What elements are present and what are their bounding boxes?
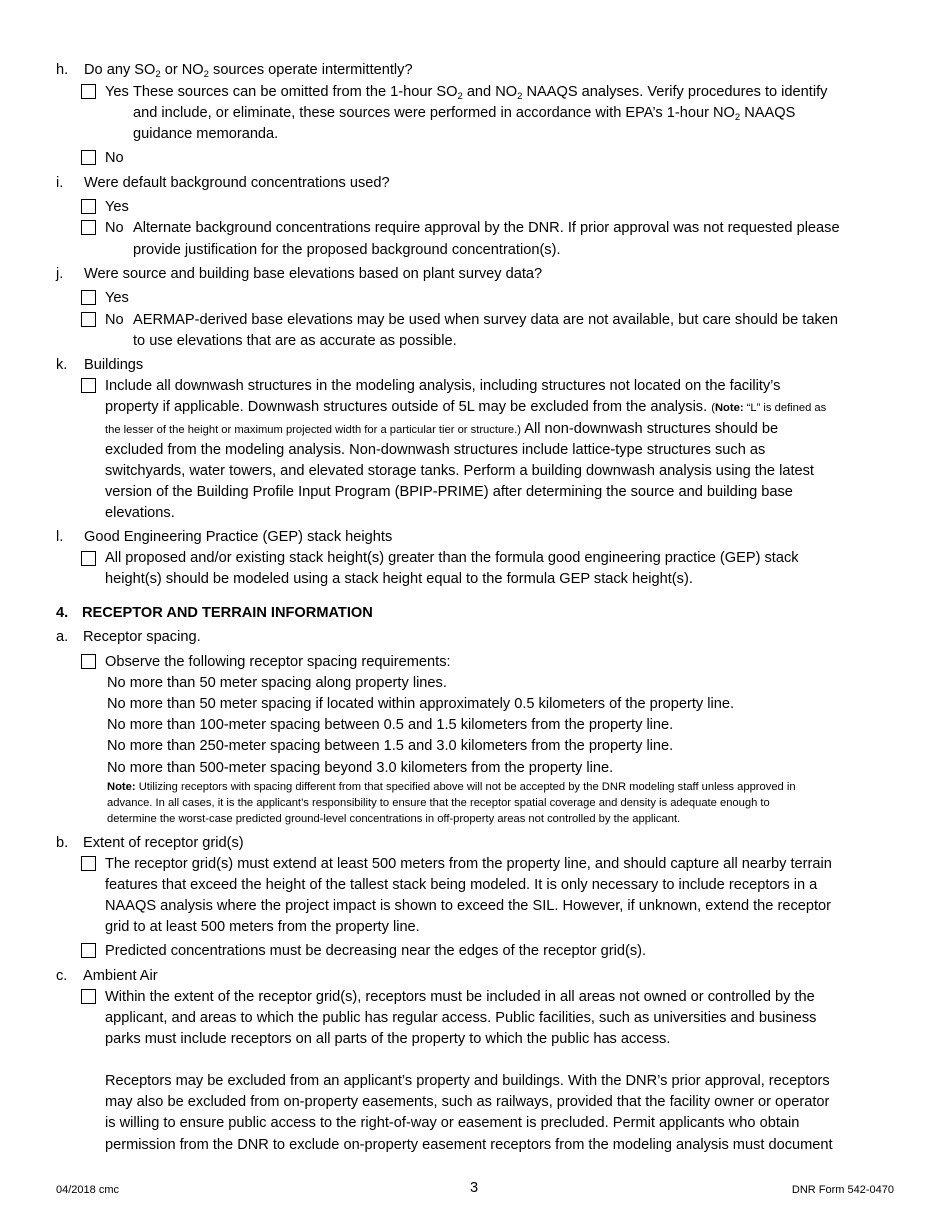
item-i-question: Were default background concentrations used? — [84, 175, 390, 191]
4b-text1-line4: grid to at least 500 meters from the property line. — [105, 919, 420, 935]
k-text-line3: the lesser of the height or maximum projected width for a particular tier or structure.) All non-downwash structures should be — [105, 421, 779, 437]
4b-checkbox-decreasing[interactable] — [81, 943, 96, 958]
4c-p1-line3: parks must include receptors on all parts of the property to which the public has access. — [105, 1031, 671, 1047]
footer-page-number: 3 — [470, 1180, 479, 1196]
4b-text2: Predicted concentrations must be decreasing near the edges of the receptor grid(s). — [105, 943, 647, 959]
k-text-line1: Include all downwash structures in the modeling analysis, including structures not located on the facility’s — [105, 378, 781, 394]
item-j-marker: j. — [56, 266, 64, 282]
l-text-line2: height(s) should be modeled using a stack height equal to the formula GEP stack height(s). — [105, 571, 693, 587]
h-yes-text-line3: guidance memoranda. — [133, 126, 279, 142]
k-text-line6: version of the Building Profile Input Program (BPIP-PRIME) after determining the source and building base — [105, 484, 793, 500]
item-h-marker: h. — [56, 62, 69, 78]
item-4c-marker: c. — [56, 968, 68, 984]
4b-text1-line1: The receptor grid(s) must extend at least 500 meters from the property line, and should capture all nearby terrain — [105, 856, 832, 872]
i-no-text-line1: Alternate background concentrations require approval by the DNR. If prior approval was not requested please — [133, 220, 840, 236]
j-no-text-line2: to use elevations that are as accurate as possible. — [133, 333, 457, 349]
h-yes-text-line2: and include, or eliminate, these sources were performed in accordance with EPA’s 1-hour $NO_2$ NAAQS — [133, 105, 796, 123]
4b-text1-line3: NAAQS analysis where the project impact is shown to exceed the SIL. However, if unknown, extend the receptor — [105, 898, 832, 914]
section4-number: 4. — [56, 605, 69, 621]
item-4a-heading: Receptor spacing. — [83, 629, 201, 645]
4c-p1-line2: applicant, and areas to which the public has regular access. Public facilities, such as universities and business — [105, 1010, 817, 1026]
item-h-question: Do any $SO_2$ or $NO_2$ sources operate intermittently? — [84, 62, 413, 80]
h-no-label: No — [105, 150, 124, 166]
h-yes-checkbox[interactable] — [81, 84, 96, 99]
4b-checkbox-grid-extent[interactable] — [81, 856, 96, 871]
j-no-checkbox[interactable] — [81, 312, 96, 327]
4c-checkbox[interactable] — [81, 989, 96, 1004]
j-yes-checkbox[interactable] — [81, 290, 96, 305]
4a-spacing-item: No more than 50 meter spacing if located within approximately 0.5 kilometers of the property line. — [107, 696, 735, 712]
item-i-marker: i. — [56, 175, 64, 191]
l-checkbox[interactable] — [81, 551, 96, 566]
h-yes-label: Yes — [105, 84, 129, 100]
k-text-line5: switchyards, water towers, and elevated storage tanks. Perform a building downwash analysis using the latest — [105, 463, 814, 479]
4a-spacing-item: No more than 50 meter spacing along property lines. — [107, 675, 447, 691]
footer-form-id: DNR Form 542-0470 — [791, 1184, 894, 1196]
item-4c-heading: Ambient Air — [83, 968, 158, 984]
k-checkbox[interactable] — [81, 378, 96, 393]
item-j-question: Were source and building base elevations based on plant survey data? — [84, 266, 543, 282]
4c-p2-line2: may also be excluded from on-property easements, such as railways, provided that the facility owner or operator — [105, 1094, 830, 1110]
4a-spacing-item: No more than 250-meter spacing between 1.5 and 3.0 kilometers from the property line. — [107, 738, 674, 754]
item-4b-marker: b. — [56, 835, 69, 851]
4c-p2-line4: permission from the DNR to exclude on-property easement receptors from the modeling analysis must document — [105, 1137, 833, 1153]
4c-p1-line1: Within the extent of the receptor grid(s), receptors must be included in all areas not owned or controlled by the — [105, 989, 815, 1005]
4a-spacing-item: No more than 100-meter spacing between 0.5 and 1.5 kilometers from the property line. — [107, 717, 674, 733]
item-l-heading: Good Engineering Practice (GEP) stack heights — [84, 529, 393, 545]
k-text-line4: excluded from the modeling analysis. Non-downwash structures include lattice-type structures such as — [105, 442, 766, 458]
4c-p2-line3: is willing to ensure public access to the right-of-way or easement is precluded. Permit applicants who obtain — [105, 1115, 800, 1131]
item-k-marker: k. — [56, 357, 68, 373]
item-4a-marker: a. — [56, 629, 69, 645]
4c-p2-line1: Receptors may be excluded from an applicant’s property and buildings. With the DNR’s prior approval, receptors — [105, 1073, 830, 1089]
item-k-heading: Buildings — [84, 357, 144, 373]
i-no-text-line2: provide justification for the proposed background concentration(s). — [133, 242, 561, 258]
i-no-label: No — [105, 220, 124, 236]
l-text-line1: All proposed and/or existing stack height(s) greater than the formula good engineering practice (GEP) stack — [105, 550, 799, 566]
section4-title: RECEPTOR AND TERRAIN INFORMATION — [82, 605, 373, 621]
h-yes-text-line1: These sources can be omitted from the 1-hour $SO_2$ and $NO_2$ NAAQS analyses. Verify procedures to identify — [133, 84, 828, 102]
4a-note-line1: Note: Utilizing receptors with spacing different from that specified above will not be accepted by the DNR modeling staff unless approved in — [107, 781, 796, 793]
4a-note-line2: advance. In all cases, it is the applicant’s responsibility to ensure that the receptor spatial coverage and density is adequate enough to — [107, 797, 770, 809]
i-yes-label: Yes — [105, 199, 129, 215]
4a-intro: Observe the following receptor spacing requirements: — [105, 654, 451, 670]
4a-note-line3: determine the worst-case predicted ground-level concentrations in off-property areas not controlled by the applicant. — [107, 813, 681, 825]
i-no-checkbox[interactable] — [81, 220, 96, 235]
k-text-line7: elevations. — [105, 505, 175, 521]
4a-spacing-item: No more than 500-meter spacing beyond 3.0 kilometers from the property line. — [107, 760, 614, 776]
j-no-label: No — [105, 312, 124, 328]
footer-date-code: 04/2018 cmc — [56, 1184, 119, 1196]
k-text-line2: property if applicable. Downwash structures outside of 5L may be excluded from the analysis. (Note: “L” is defined as — [105, 399, 827, 415]
4b-text1-line2: features that exceed the height of the tallest stack being modeled. It is only necessary to include receptors in a — [105, 877, 818, 893]
item-4b-heading: Extent of receptor grid(s) — [83, 835, 244, 851]
item-l-marker: l. — [56, 529, 64, 545]
4a-checkbox[interactable] — [81, 654, 96, 669]
j-yes-label: Yes — [105, 290, 129, 306]
i-yes-checkbox[interactable] — [81, 199, 96, 214]
j-no-text-line1: AERMAP-derived base elevations may be used when survey data are not available, but care should be taken — [133, 312, 838, 328]
h-no-checkbox[interactable] — [81, 150, 96, 165]
